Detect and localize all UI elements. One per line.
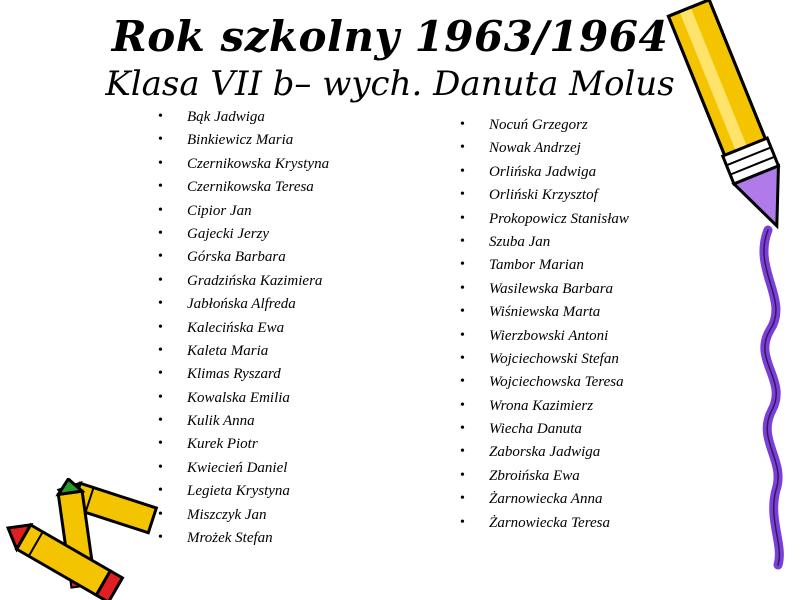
student-list-item: • Bąk Jadwiga: [158, 108, 329, 131]
student-list-item: • Górska Barbara: [158, 248, 329, 271]
student-list-item: • Mrożek Stefan: [158, 529, 329, 552]
crayons-clipart-icon: [0, 478, 165, 600]
student-list-item: • Wasilewska Barbara: [460, 280, 629, 303]
student-list-left: [158, 108, 329, 552]
student-list-item: • Wierzbowski Antoni: [460, 327, 629, 350]
pencil-clipart-icon: [660, 0, 800, 600]
student-list-item: • Wrona Kazimierz: [460, 397, 629, 420]
student-list-item: • Nocuń Grzegorz: [460, 116, 629, 139]
student-list-right: [460, 116, 629, 537]
student-list-item: • Jabłońska Alfreda: [158, 295, 329, 318]
student-list-item: • Czernikowska Teresa: [158, 178, 329, 201]
student-list-item: • Wojciechowska Teresa: [460, 373, 629, 396]
student-list-item: • Żarnowiecka Anna: [460, 490, 629, 513]
student-list-item: • Klimas Ryszard: [158, 365, 329, 388]
student-list-item: • Żarnowiecka Teresa: [460, 514, 629, 537]
student-list-item: • Wiśniewska Marta: [460, 303, 629, 326]
student-list-item: • Cipior Jan: [158, 202, 329, 225]
student-list-item: • Zbroińska Ewa: [460, 467, 629, 490]
student-list-item: • Miszczyk Jan: [158, 506, 329, 529]
student-list-item: • Wojciechowski Stefan: [460, 350, 629, 373]
student-list-item: • Nowak Andrzej: [460, 139, 629, 162]
student-list-item: • Gajecki Jerzy: [158, 225, 329, 248]
page-title: Rok szkolny 1963/1964: [111, 12, 669, 61]
student-list-item: • Tambor Marian: [460, 256, 629, 279]
student-list-item: • Czernikowska Krystyna: [158, 155, 329, 178]
student-list-item: • Prokopowicz Stanisław: [460, 210, 629, 233]
student-list-item: • Kalecińska Ewa: [158, 319, 329, 342]
student-list-item: • Kulik Anna: [158, 412, 329, 435]
student-list-item: • Kwiecień Daniel: [158, 459, 329, 482]
page-subtitle: Klasa VII b– wych. Danuta Molus: [105, 64, 675, 104]
student-list-item: • Zaborska Jadwiga: [460, 443, 629, 466]
student-list-item: • Binkiewicz Maria: [158, 131, 329, 154]
student-list-item: • Szuba Jan: [460, 233, 629, 256]
student-list-item: • Orliński Krzysztof: [460, 186, 629, 209]
student-list-item: • Legieta Krystyna: [158, 482, 329, 505]
student-list-item: • Kaleta Maria: [158, 342, 329, 365]
student-list-item: • Wiecha Danuta: [460, 420, 629, 443]
student-list-item: • Kurek Piotr: [158, 435, 329, 458]
student-list-item: • Orlińska Jadwiga: [460, 163, 629, 186]
student-list-item: • Gradzińska Kazimiera: [158, 272, 329, 295]
student-list-item: • Kowalska Emilia: [158, 389, 329, 412]
